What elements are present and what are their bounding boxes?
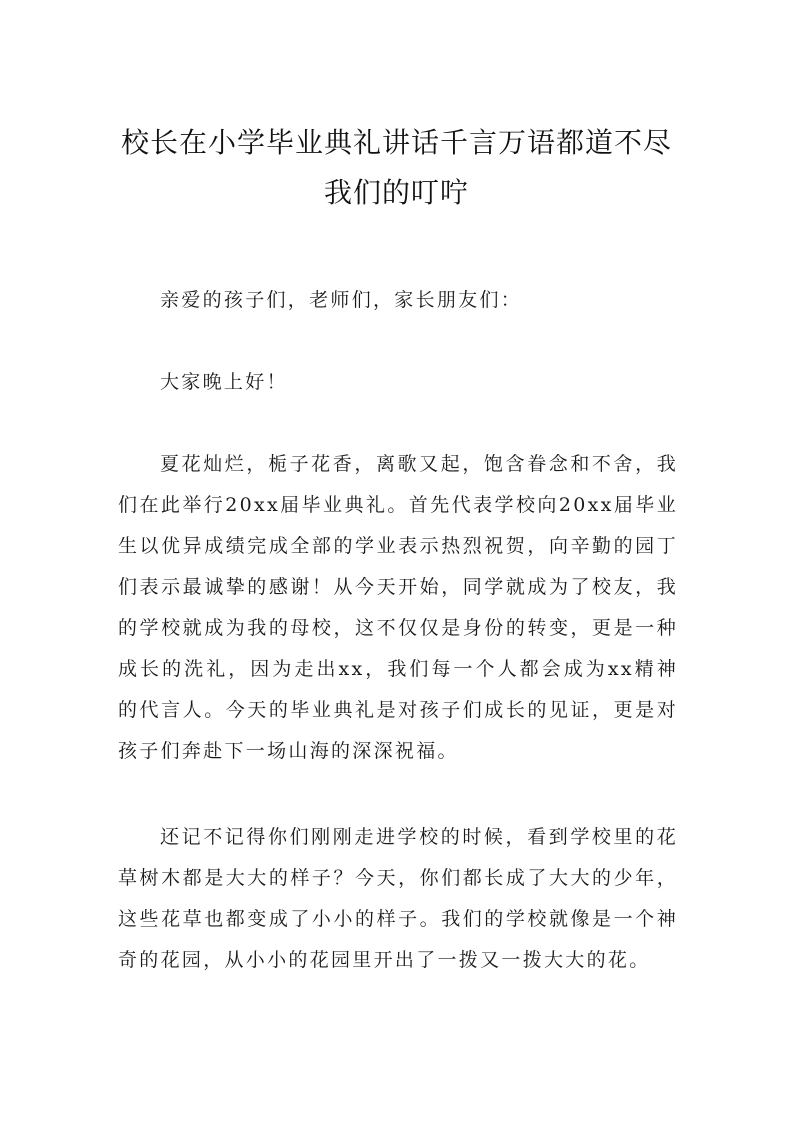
title-line-1: 校长在小学毕业典礼讲话千言万语都道不尽: [120, 126, 672, 159]
title-line-2: 我们的叮咛: [323, 176, 469, 209]
body-paragraph-2: 还记不记得你们刚刚走进学校的时候，看到学校里的花草树木都是大大的样子？今天，你们都长成了大大的少年，这些花草也都变成了小小的样子。我们的学校就像是一个神奇的花园，从小小的花园里开出了一拨又一拨大大的花。: [118, 826, 678, 971]
greeting-paragraph: 大家晚上好！: [160, 371, 288, 393]
document-body: [118, 280, 678, 981]
body-paragraph-1: 夏花灿烂，栀子花香，离歌又起，饱含眷念和不舍，我们在此举行20xx届毕业典礼。首先代表学校向20xx届毕业生以优异成绩完成全部的学业表示热烈祝贺，向辛勤的园丁们表示最诚挚的感谢！从今天开始，同学就成为了校友，我的学校就成为我的母校，这不仅仅是身份的转变，更是一种成长的洗礼，因为走出xx，我们每一个人都会成为xx精神的代言人。今天的毕业典礼是对孩子们成长的见证，更是对孩子们奔赴下一场山海的深深祝福。: [118, 453, 678, 762]
document-title: [100, 118, 693, 218]
salutation-paragraph: 亲爱的孩子们，老师们，家长朋友们：: [160, 289, 523, 311]
